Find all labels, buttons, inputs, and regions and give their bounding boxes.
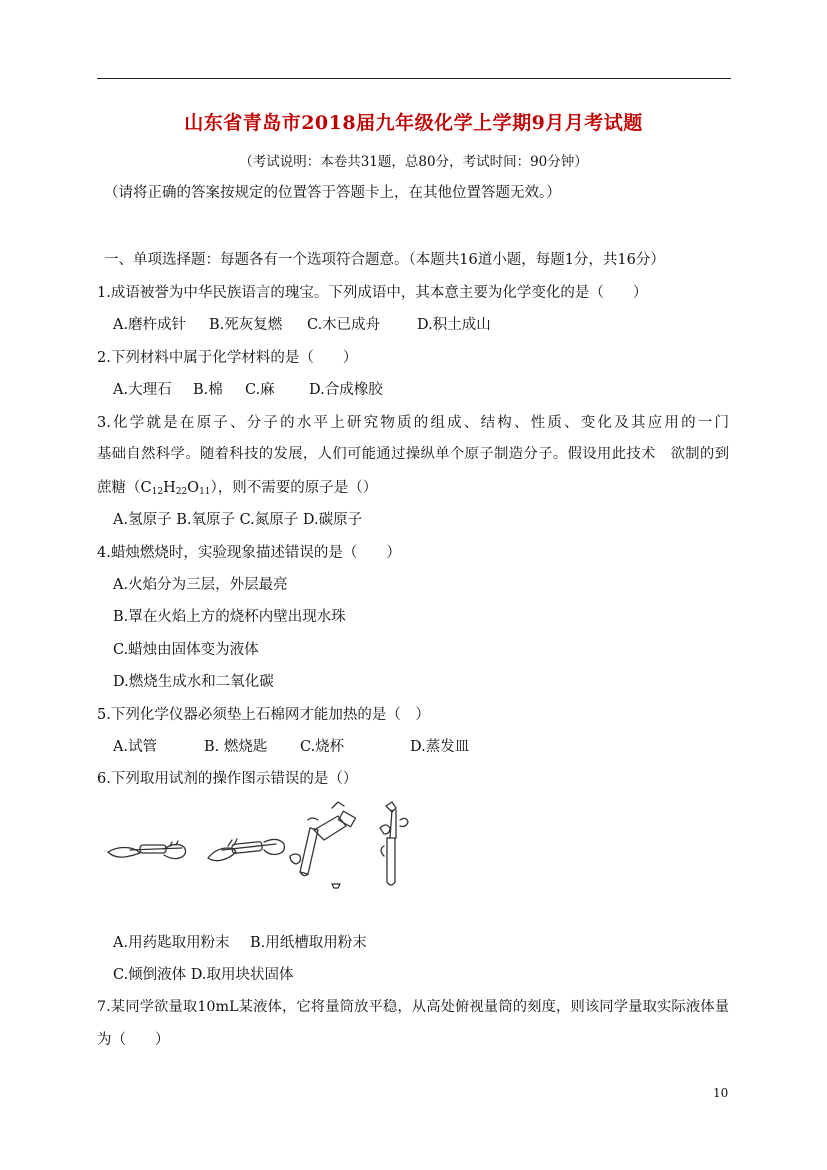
exam-instructions: （考试说明：本卷共31题，总80分，考试时间：90分钟） [239,154,588,170]
q2-option-b[interactable]: B.棉 [193,382,223,398]
q2-option-d[interactable]: D.合成橡胶 [309,382,383,398]
q1-option-a[interactable]: A.磨杵成针 [113,317,187,333]
q5-option-b[interactable]: B. 燃烧匙 [204,739,268,755]
figure-c-pouring-liquid-icon [290,802,356,888]
q6-options-line-2[interactable]: C.倾倒液体 D.取用块状固体 [113,967,294,983]
question-5-options [113,735,469,756]
question-6-stem: 6.下列取用试剂的操作图示错误的是（） [97,771,358,787]
figure-d-block-solid-icon [380,802,408,885]
question-3-line-3 [97,476,377,497]
q3-h: H [163,480,176,496]
figure-b-paper-trough-icon [208,839,284,861]
q3-text-post: ），则不需要的原子是（） [210,480,378,496]
q3-sub-h: 22 [175,487,188,497]
q3-sub-c: 12 [151,487,164,497]
answer-notice: （请将正确的答案按规定的位置答于答题卡上，在其他位置答题无效。） [104,185,561,201]
question-1-options [113,313,491,334]
q1-option-d[interactable]: D.积土成山 [417,317,491,333]
q4-option-d[interactable]: D.燃烧生成水和二氧化碳 [113,674,274,690]
figure-a-spatula-icon [108,841,186,859]
q3-sub-o: 11 [199,487,211,497]
reagent-operation-figure [104,800,424,895]
question-2-stem: 2.下列材料中属于化学材料的是（ ） [97,350,358,366]
question-5-stem: 5.下列化学仪器必须垫上石棉网才能加热的是（ ） [97,707,430,723]
question-6-options-line-1 [113,931,367,952]
question-7-line-1: 7.某同学欲量取10mL某液体，它将量筒放平稳，从高处俯视量筒的刻度，则该同学量取实际液体量 [97,999,729,1015]
q3-text-pre: 蔗糖（C [97,480,152,496]
question-3-options[interactable]: A.氢原子 B.氧原子 C.氮原子 D.碳原子 [113,512,363,528]
section-heading: 一、单项选择题：每题各有一个选项符合题意。（本题共16道小题，每题1分，共16分） [104,252,665,268]
q5-option-a[interactable]: A.试管 [113,739,158,755]
q2-option-c[interactable]: C.麻 [245,382,275,398]
question-7-line-2: 为（ ） [97,1032,170,1048]
question-3-line-1: 3.化学就是在原子、分子的水平上研究物质的组成、结构、性质、变化及其应用的一门 [97,415,729,431]
q1-option-c[interactable]: C.木已成舟 [307,317,381,333]
q4-option-c[interactable]: C.蜡烛由固体变为液体 [113,642,259,658]
question-3-line-2: 基础自然科学。随着科技的发展，人们可能通过操纵单个原子制造分子。假设用此技术 欲制的到 [97,446,729,462]
q6-option-b[interactable]: B.用纸槽取用粉末 [250,935,367,951]
q5-option-c[interactable]: C.烧杯 [300,739,345,755]
question-2-options [113,378,383,399]
page-title: 山东省青岛市2018届九年级化学上学期9月月考试题 [184,112,643,134]
page-number: 10 [713,1086,729,1100]
question-1-stem: 1.成语被誉为中华民族语言的瑰宝。下列成语中，其本意主要为化学变化的是（ ） [97,285,648,301]
q4-option-b[interactable]: B.罩在火焰上方的烧杯内壁出现水珠 [113,609,346,625]
header-rule [97,78,731,79]
q4-option-a[interactable]: A.火焰分为三层，外层最亮 [113,577,288,593]
q5-option-d[interactable]: D.蒸发皿 [410,739,470,755]
q1-option-b[interactable]: B.死灰复燃 [209,317,283,333]
q3-o: O [187,480,200,496]
q2-option-a[interactable]: A.大理石 [113,382,172,398]
question-4-stem: 4.蜡烛燃烧时，实验现象描述错误的是（ ） [97,545,401,561]
q6-option-a[interactable]: A.用药匙取用粉末 [113,935,230,951]
